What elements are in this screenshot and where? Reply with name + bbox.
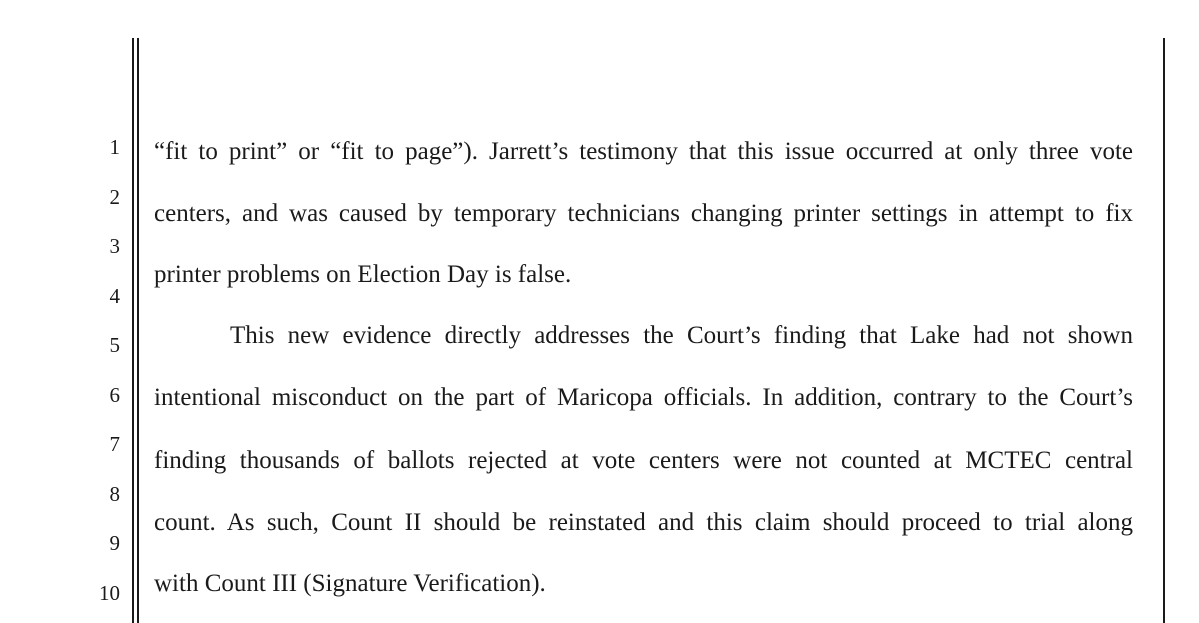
body-text-line: with Count III (Signature Verification). xyxy=(154,570,546,597)
line-number: 8 xyxy=(109,482,120,506)
line-number: 1 xyxy=(109,135,120,159)
body-text-line: printer problems on Election Day is false. xyxy=(154,261,572,288)
line-number: 6 xyxy=(109,383,120,407)
line-number: 4 xyxy=(109,284,120,308)
body-text-line: “fit to print” or “fit to page”). Jarrett’s testimony that this issue occurred at only three vote xyxy=(154,138,1133,165)
body-text-line: finding thousands of ballots rejected at vote centers were not counted at MCTEC central xyxy=(154,447,1133,474)
line-number: 9 xyxy=(109,531,120,555)
line-number: 2 xyxy=(109,185,120,209)
body-text-line: count. As such, Count II should be reinstated and this claim should proceed to trial along xyxy=(154,509,1133,536)
line-number: 7 xyxy=(109,432,120,456)
left-margin-rule xyxy=(132,38,134,623)
body-text-line: intentional misconduct on the part of Maricopa officials. In addition, contrary to the Court’s xyxy=(154,384,1133,411)
right-margin-rule xyxy=(1163,38,1165,623)
line-number: 10 xyxy=(99,581,120,605)
left-margin-rule-inner xyxy=(137,38,139,623)
line-number: 5 xyxy=(109,333,120,357)
body-text-line: centers, and was caused by temporary technicians changing printer settings in attempt to fix xyxy=(154,200,1133,227)
paragraph-first-line: This new evidence directly addresses the Court’s finding that Lake had not shown xyxy=(230,322,1133,349)
line-number: 3 xyxy=(109,234,120,258)
